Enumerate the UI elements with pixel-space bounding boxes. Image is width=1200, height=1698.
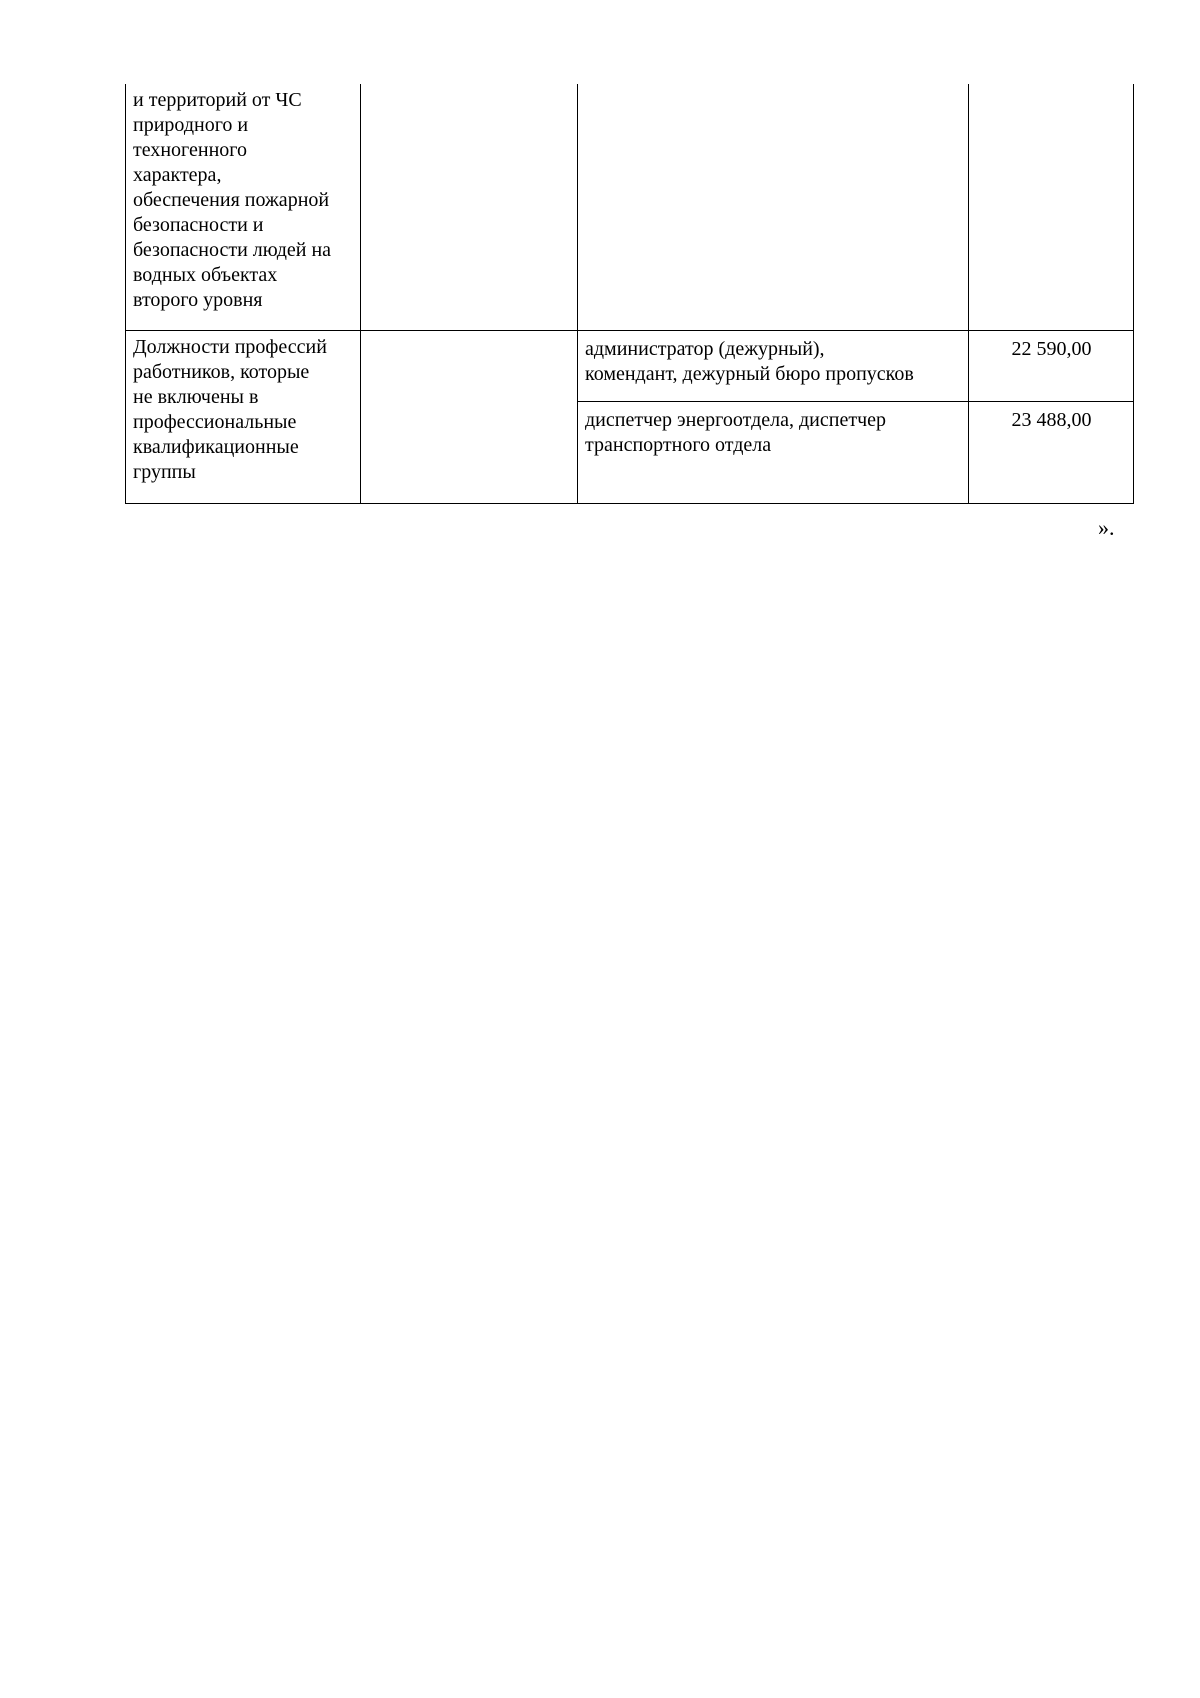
continuation-empty-cell [578, 84, 969, 330]
salary-amount-cell: 22 590,00 [969, 330, 1134, 401]
salary-amount-cell: 23 488,00 [969, 401, 1134, 503]
continuation-group-cell: и территорий от ЧС природного и техногенного характера, обеспечения пожарной безопасности и безопасности людей на водных объектах второго уровня [126, 84, 361, 330]
continuation-empty-cell [361, 84, 578, 330]
table-row-continuation [126, 84, 1134, 330]
position-cell: администратор (дежурный), комендант, дежурный бюро пропусков [578, 330, 969, 401]
group-name-cell: Должности профессий работников, которые не включены в профессиональные квалификационные группы [126, 330, 361, 503]
continuation-empty-cell [969, 84, 1134, 330]
position-cell: диспетчер энергоотдела, диспетчер транспортного отдела [578, 401, 969, 503]
table-row [126, 330, 1134, 401]
level-empty-cell [361, 330, 578, 503]
closing-quote-mark: ». [1098, 515, 1115, 540]
salary-table [125, 84, 1134, 504]
